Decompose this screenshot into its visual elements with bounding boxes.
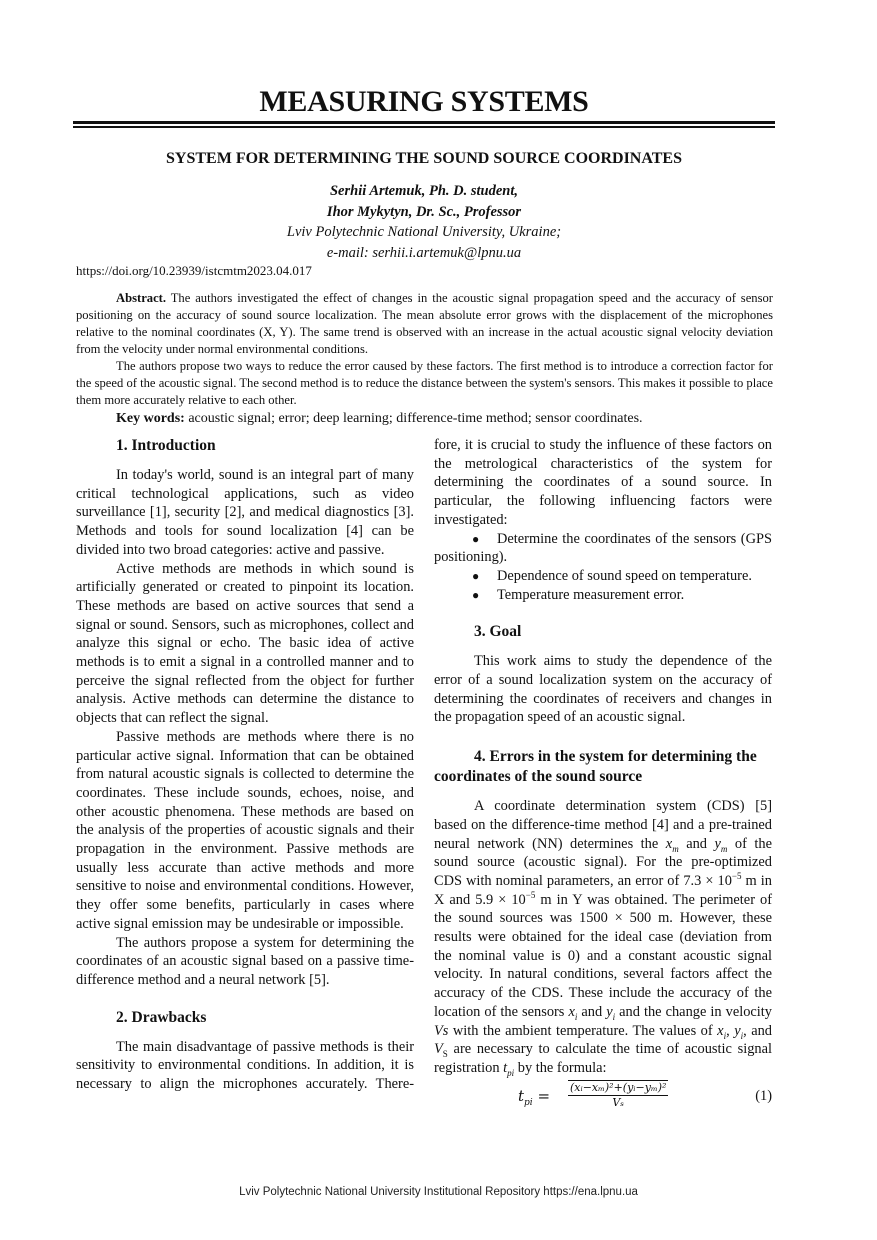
header-rule-thin [73,126,775,128]
author-2: Ihor Mykytyn, Dr. Sc., Professor [326,203,522,220]
bullet-item: ● Dependence of sound speed on temperature. [434,567,772,586]
left-column [76,436,414,1094]
bullet-item: ● Temperature measurement error. [434,586,772,605]
repository-footer: Lviv Polytechnic National University Institutional Repository https://ena.lpnu.ua [239,1186,638,1198]
journal-section-title: MEASURING SYSTEMS [259,85,589,118]
equation-denominator: Vₛ [612,1095,625,1109]
intro-paragraph-1: In today's world, sound is an integral part of many critical technological applications, such as video surveillance [1], security [2], and medical diagnostics [3]. Methods and tools for sound localization [4] can be divided into two broad categories: active and passive. [76,467,414,558]
equation-fraction [568,1080,668,1110]
abstract-label: Abstract. [116,291,167,305]
equation-1 [434,1080,772,1116]
errors-paragraph: A coordinate determination system (CDS) [5] based on the difference-time method [4] and a pre-trained neural network (NN) determines the $x_m$ and $y_m$ of the sound source (acoustic signal). For the pre-optimized CDS with nominal parameters, an error of $7.3 \times 10^{-5}$ m in X and $5.9 \times 10^{-5}$ m in Y was obtained. The perimeter of the sound sources was 1500 × 500 m. However, these results were obtained for the ideal case (deviation from the nominal value is 0) and a constant acoustic signal velocity. In natural conditions, several factors affect the accuracy of the CDS. These include the accuracy of the location of the sensors $x_i$ and $y_i$ and the change in velocity Vs with the ambient temperature. The values of $x_i$, $y_i$, and $V_S$ are necessary to calculate the time of acoustic signal registration $t_{pi}$ by the formula: [434,798,773,1078]
right-column [434,436,772,1116]
intro-paragraph-2: Active methods are methods in which sound is artificially generated or created to pinpoint its location. These methods are based on active sources that send a signal or sound. Sensors, such as microphones, collect and analyze this signal or echo. The basic idea of active methods is to emit a signal in a controlled manner and to perceive the signal reflected from the object for further analysis. Active methods can determine the distance to objects that can reflect the signal. [76,560,414,727]
author-1: Serhii Artemuk, Ph. D. student, [329,183,518,199]
heading-drawbacks: 2. Drawbacks [116,1008,207,1026]
paper-title: SYSTEM FOR DETERMINING THE SOUND SOURCE COORDINATES [166,150,682,167]
doi-link[interactable]: https://doi.org/10.23939/istcmtm2023.04.017 [76,263,312,278]
equation-lhs: $t_{pi}$ = [518,1086,551,1108]
keywords-label: Key words: [116,411,185,426]
heading-goal: 3. Goal [474,623,522,641]
abstract-paragraph-2: The authors propose two ways to reduce the error caused by these factors. The first method is to introduce a correction factor for the speed of the acoustic signal. The second method is to reduce the distance between the system's sensors. This makes it possible to place them more accurately relative to each other. [76,359,773,407]
equation-number: (1) [755,1087,772,1104]
intro-paragraph-4: The authors propose a system for determining the coordinates of an acoustic signal based on a passive time-difference method and a neural network [5]. [76,934,414,988]
equation-numerator: (xᵢ−xₘ)²+(yᵢ−yₘ)² [570,1080,667,1094]
drawbacks-paragraph-1: The main disadvantage of passive methods is their sensitivity to environmental conditions. In addition, it is necessary to align the microphones accurately. There- [76,1038,414,1093]
bullet-item: ● Determine the coordinates of the sensors (GPS positioning). [434,530,772,566]
author-block [73,181,775,263]
email[interactable]: e-mail: serhii.i.artemuk@lpnu.ua [326,244,522,261]
bullet-icon: ● [472,568,480,583]
header-rule-thick [73,121,775,124]
intro-paragraph-3: Passive methods are methods where there is no particular active signal. Information that can be obtained from natural acoustic signals is collected to determine the coordinates. These include sounds, echoes, noise, and other acoustic phenomena. These methods are based on the analysis of the properties of acoustic signals and their propagation in the environment. Passive methods are usually less accurate than active methods and more sensitive to noise and environmental conditions. However, they offer some benefits, particularly in cases where active signal emission may be undesirable or impossible. [76,728,414,932]
affiliation: Lviv Polytechnic National University, Ukraine; [286,224,562,240]
abstract-paragraph-1: Abstract. The authors investigated the effect of changes in the acoustic signal propagation speed and the accuracy of sensor positioning on the accuracy of sound source localization. The mean absolute error grows with the displacement of the microphones relative to the nominal coordinates (X, Y). The same trend is observed with an increase in the actual acoustic signal velocity deviation from the velocity under normal environmental conditions. [76,291,773,356]
heading-errors: 4. Errors in the system for determining the coordinates of the sound source [434,748,757,786]
bullet-icon: ● [472,531,480,546]
keywords: Key words: acoustic signal; error; deep learning; difference-time method; sensor coordinates. [116,411,643,426]
heading-introduction: 1. Introduction [116,437,216,454]
abstract [76,290,773,428]
drawbacks-paragraph-1-continued: fore, it is crucial to study the influence of these factors on the metrological characteristics of the system for determining the coordinates of a sound source. In particular, the following influencing factors were investigated: [434,437,772,528]
goal-paragraph: This work aims to study the dependence of the error of a sound localization system on the accuracy of determining the coordinates of receivers and changes in the propagation speed of an acoustic signal. [434,653,772,726]
bullet-icon: ● [472,587,480,602]
